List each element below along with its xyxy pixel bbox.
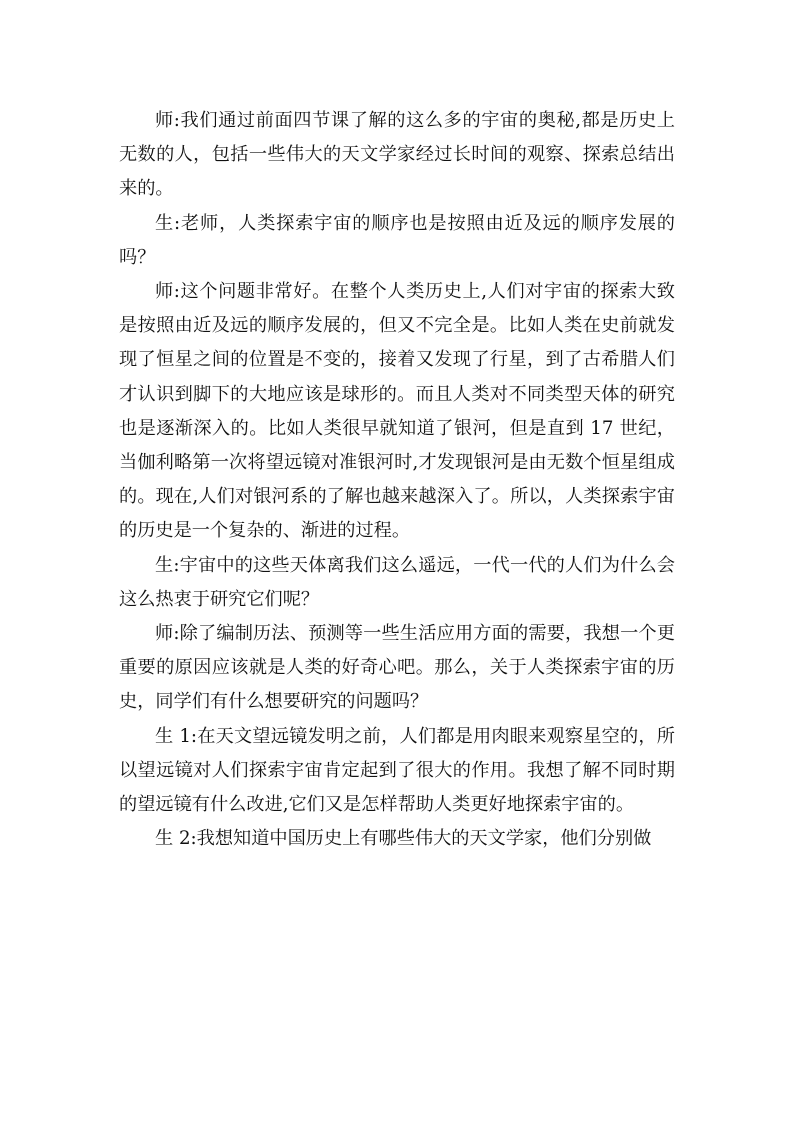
document-body — [119, 104, 675, 856]
dialogue-paragraph-student-2: 生:宇宙中的这些天体离我们这么遥远，一代一代的人们为什么会这么热衷于研究它们呢？ — [119, 554, 675, 610]
dialogue-paragraph-teacher-3: 师:除了编制历法、预测等一些生活应用方面的需要，我想一个更重要的原因应该就是人类的好奇心吧。那么，关于人类探索宇宙的历史，同学们有什么想要研究的问题吗？ — [119, 623, 675, 713]
dialogue-paragraph-student-3: 生 1:在天文望远镜发明之前，人们都是用肉眼来观察星空的，所以望远镜对人们探索宇宙肯定起到了很大的作用。我想了解不同时期的望远镜有什么改进,它们又是怎样帮助人类更好地探索宇宙的。 — [119, 725, 675, 816]
dialogue-paragraph-teacher-2: 师:这个问题非常好。在整个人类历史上,人们对宇宙的探索大致是按照由近及远的顺序发展的，但又不完全是。比如人类在史前就发现了恒星之间的位置是不变的，接着又发现了行星，到了古希腊人们才认识到脚下的大地应该是球形的。而且人类对不同类型天体的研究也是逐渐深入的。比如人类很早就知道了银河，但是直到 17 世纪，当伽利略第一次将望远镜对准银河时,才发现银河是由无数个恒星组成的。现在,人们对银河系的了解也越来越深入了。所以，人类探索宇宙的历史是一个复杂的、渐进的过程。 — [119, 281, 675, 542]
dialogue-paragraph-student-1: 生:老师，人类探索宇宙的顺序也是按照由近及远的顺序发展的吗？ — [119, 212, 675, 268]
dialogue-paragraph-teacher-1: 师:我们通过前面四节课了解的这么多的宇宙的奥秘,都是历史上无数的人，包括一些伟大的天文学家经过长时间的观察、探索总结出来的。 — [119, 110, 675, 200]
dialogue-paragraph-student-4: 生 2:我想知道中国历史上有哪些伟大的天文学家，他们分别做 — [155, 828, 652, 850]
